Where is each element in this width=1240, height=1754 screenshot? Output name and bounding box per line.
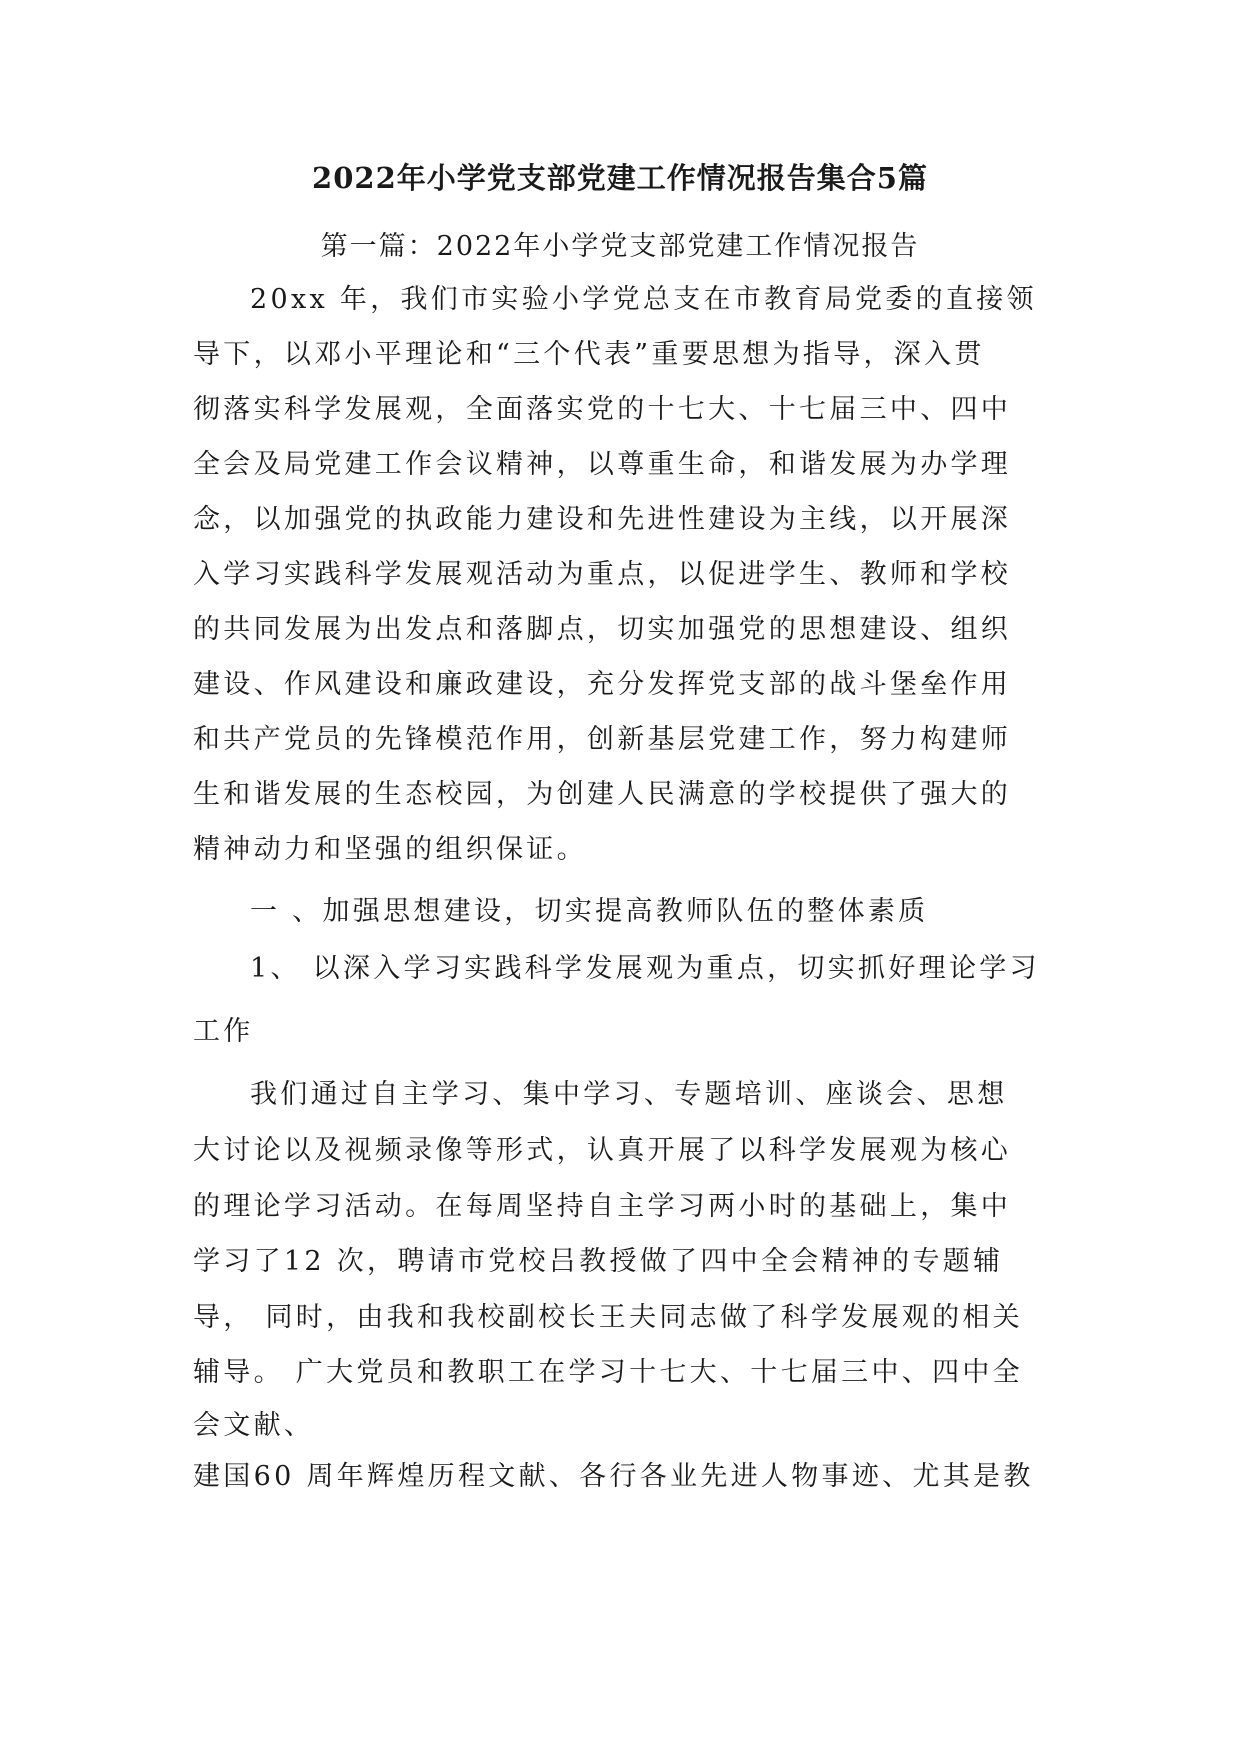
paragraph-line: 念，以加强党的执政能力建设和先进性建设为主线，以开展深 bbox=[193, 504, 1012, 535]
section-heading: 一 、加强思想建设，切实提高教师队伍的整体素质 bbox=[250, 896, 929, 927]
paragraph-line: 辅导。 广大党员和教职工在学习十七大、十七届三中、四中全 bbox=[193, 1357, 1023, 1388]
document-title: 2022年小学党支部党建工作情况报告集合5篇 bbox=[312, 161, 928, 195]
paragraph-line: 彻落实科学发展观，全面落实党的十七大、十七届三中、四中 bbox=[193, 394, 1012, 425]
paragraph-line: 生和谐发展的生态校园，为创建人民满意的学校提供了强大的 bbox=[193, 779, 1012, 810]
paragraph-line: 学习了12 次，聘请市党校吕教授做了四中全会精神的专题辅 bbox=[193, 1246, 1004, 1277]
subsection-heading-continued: 工作 bbox=[193, 1016, 254, 1047]
document-subtitle: 第一篇：2022年小学党支部党建工作情况报告 bbox=[320, 231, 920, 262]
paragraph-line: 20xx 年，我们市实验小学党总支在市教育局党委的直接领 bbox=[250, 284, 1037, 315]
paragraph-line: 建国60 周年辉煌历程文献、各行各业先进人物事迹、尤其是教 bbox=[193, 1461, 1034, 1492]
paragraph-line: 精神动力和坚强的组织保证。 bbox=[193, 834, 587, 865]
paragraph-line: 的共同发展为出发点和落脚点，切实加强党的思想建设、组织 bbox=[193, 614, 1012, 645]
paragraph-line: 的理论学习活动。在每周坚持自主学习两小时的基础上，集中 bbox=[193, 1191, 1012, 1222]
paragraph-line: 导， 同时，由我和我校副校长王夫同志做了科学发展观的相关 bbox=[193, 1302, 1023, 1333]
paragraph-line: 大讨论以及视频录像等形式，认真开展了以科学发展观为核心 bbox=[193, 1135, 1012, 1166]
paragraph-line: 我们通过自主学习、集中学习、专题培训、座谈会、思想 bbox=[250, 1079, 1008, 1110]
paragraph-line: 入学习实践科学发展观活动为重点，以促进学生、教师和学校 bbox=[193, 559, 1012, 590]
paragraph-line: 建设、作风建设和廉政建设，充分发挥党支部的战斗堡垒作用 bbox=[193, 669, 1012, 700]
paragraph-line: 导下，以邓小平理论和“三个代表”重要思想为指导，深入贯 bbox=[193, 339, 985, 370]
paragraph-line: 和共产党员的先锋模范作用，创新基层党建工作，努力构建师 bbox=[193, 724, 1012, 755]
paragraph-line: 会文献、 bbox=[193, 1410, 315, 1441]
paragraph-line: 全会及局党建工作会议精神，以尊重生命，和谐发展为办学理 bbox=[193, 449, 1012, 480]
subsection-heading: 1、 以深入学习实践科学发展观为重点，切实抓好理论学习 bbox=[250, 953, 1040, 984]
